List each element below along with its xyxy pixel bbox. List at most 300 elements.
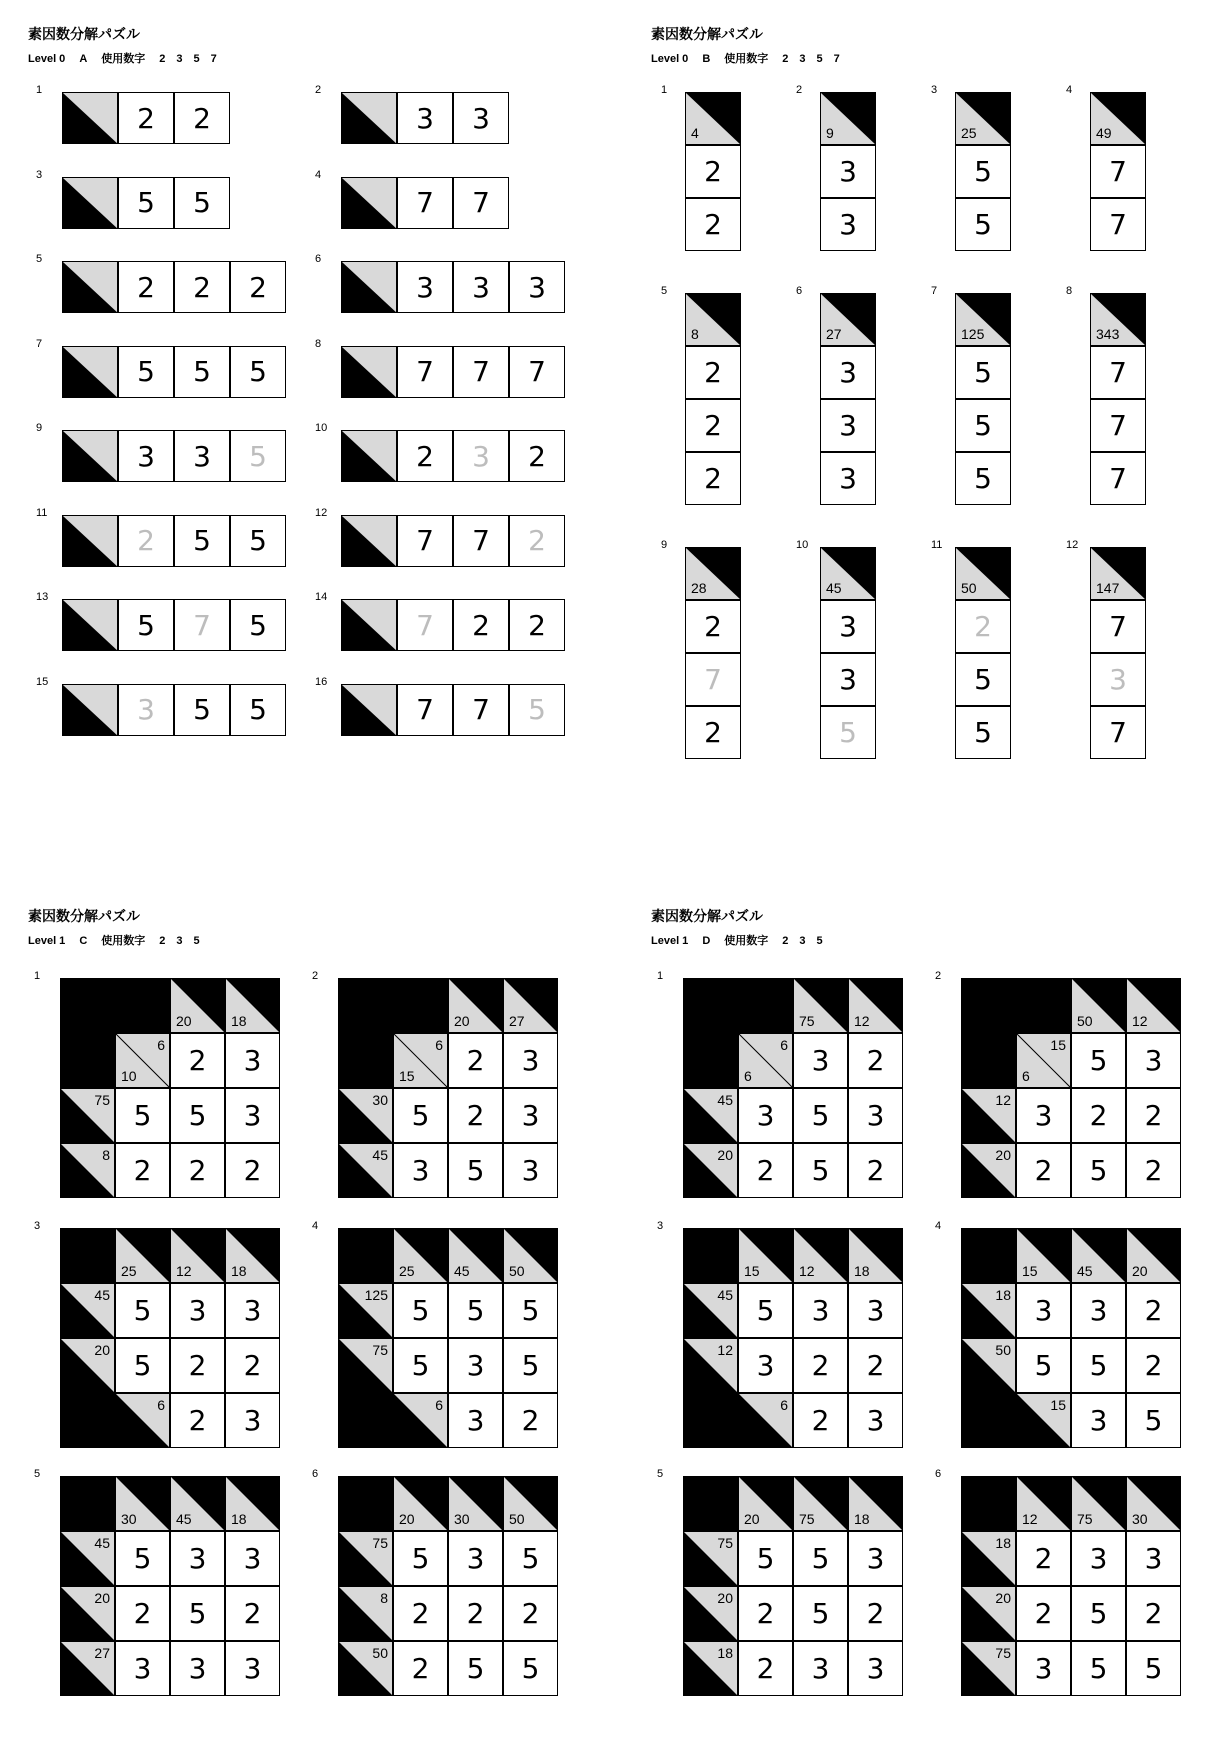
- clue-cell: [115, 1033, 170, 1088]
- clue-down-number: 9: [826, 125, 834, 141]
- clue-cell: [115, 1476, 170, 1531]
- answer-cell: 3: [820, 145, 876, 198]
- clue-right-number: 75: [372, 1535, 388, 1551]
- clue-cell: [848, 1228, 903, 1283]
- puzzle-number: 14: [315, 591, 328, 603]
- answer-cell: 3: [820, 653, 876, 706]
- digit: 5: [193, 935, 200, 947]
- clue-cell: [793, 978, 848, 1033]
- clue-right-number: 45: [717, 1287, 733, 1303]
- digit: 2: [159, 935, 166, 947]
- clue-right-number: 6: [157, 1397, 165, 1413]
- digits-label: 使用数字: [101, 53, 146, 65]
- answer-cell: 5: [230, 515, 286, 567]
- clue-cell: [393, 1033, 448, 1088]
- clue-cell: [60, 1338, 115, 1393]
- answer-cell: 5: [115, 1531, 170, 1586]
- clue-shading: [63, 685, 118, 736]
- clue-down-number: 6: [1022, 1068, 1030, 1084]
- answer-cell: 5: [230, 346, 286, 398]
- clue-down-number: 12: [176, 1263, 192, 1279]
- clue-shading: [63, 262, 118, 313]
- level-label: Level 1: [28, 935, 66, 947]
- answer-cell: 2: [448, 1586, 503, 1641]
- clue-down-number: 147: [1096, 580, 1120, 596]
- answer-cell: 2: [685, 452, 741, 505]
- clue-cell: [170, 1476, 225, 1531]
- sheet-title: 素因数分解パズル: [28, 26, 140, 42]
- clue-cell: [685, 293, 741, 346]
- digit: 7: [210, 53, 217, 65]
- digit: 2: [782, 53, 789, 65]
- answer-cell: 5: [793, 1531, 848, 1586]
- answer-cell: 5: [118, 346, 174, 398]
- answer-cell: 2: [230, 261, 286, 313]
- answer-cell: 5: [1071, 1641, 1126, 1696]
- clue-cell: [60, 1088, 115, 1143]
- puzzle-number: 2: [935, 970, 942, 982]
- puzzle-number: 7: [36, 337, 43, 350]
- clue-right-number: 12: [995, 1092, 1011, 1108]
- answer-cell: 2: [738, 1641, 793, 1696]
- puzzle-number: 1: [36, 84, 43, 96]
- answer-cell: 2: [1126, 1088, 1181, 1143]
- answer-cell: 7: [397, 177, 453, 229]
- clue-cell: [62, 599, 118, 651]
- answer-cell: 7: [1090, 346, 1146, 399]
- clue-down-number: 75: [799, 1511, 815, 1527]
- clue-right-number: 75: [94, 1092, 110, 1108]
- variant-label: B: [702, 53, 711, 65]
- answer-cell: 5: [230, 430, 286, 482]
- answer-cell: 5: [115, 1283, 170, 1338]
- clue-cell: [793, 1228, 848, 1283]
- answer-cell: 2: [848, 1338, 903, 1393]
- answer-cell: 2: [115, 1143, 170, 1198]
- clue-cell: [683, 1088, 738, 1143]
- clue-down-number: 49: [1096, 125, 1112, 141]
- clue-cell: [1016, 1393, 1071, 1448]
- puzzle-number: 10: [315, 422, 328, 434]
- answer-cell: 3: [503, 1088, 558, 1143]
- digit: 5: [193, 53, 200, 65]
- answer-cell: 5: [793, 1143, 848, 1198]
- answer-cell: 2: [685, 198, 741, 251]
- answer-cell: 3: [1071, 1393, 1126, 1448]
- clue-cell: [60, 1143, 115, 1198]
- answer-cell: 3: [225, 1088, 280, 1143]
- answer-cell: 5: [174, 177, 230, 229]
- clue-cell: [62, 177, 118, 229]
- answer-cell: 7: [685, 653, 741, 706]
- clue-right-number: 50: [372, 1645, 388, 1661]
- answer-cell: 3: [170, 1283, 225, 1338]
- level-label: Level 1: [651, 935, 689, 947]
- answer-cell: 3: [1071, 1531, 1126, 1586]
- digit: 7: [833, 53, 840, 65]
- answer-cell: 5: [448, 1641, 503, 1696]
- answer-cell: 3: [1071, 1283, 1126, 1338]
- answer-cell: 2: [1126, 1586, 1181, 1641]
- level-label: Level 0: [651, 53, 689, 65]
- clue-right-number: 6: [780, 1397, 788, 1413]
- puzzle-number: 9: [661, 539, 668, 551]
- clue-down-number: 18: [854, 1511, 870, 1527]
- clue-cell: [62, 261, 118, 313]
- puzzle-number: 2: [796, 84, 803, 96]
- clue-shading: [342, 262, 397, 313]
- answer-cell: 2: [170, 1143, 225, 1198]
- clue-cell: [738, 1033, 793, 1088]
- clue-right-number: 27: [94, 1645, 110, 1661]
- clue-cell: [341, 430, 397, 482]
- answer-cell: 3: [397, 92, 453, 144]
- answer-cell: 2: [225, 1143, 280, 1198]
- clue-cell: [961, 1088, 1016, 1143]
- clue-right-number: 20: [717, 1147, 733, 1163]
- clue-cell: [60, 1641, 115, 1696]
- answer-cell: 3: [1016, 1641, 1071, 1696]
- clue-cell: [503, 978, 558, 1033]
- clue-right-number: 45: [372, 1147, 388, 1163]
- clue-down-number: 18: [231, 1263, 247, 1279]
- answer-cell: 7: [397, 346, 453, 398]
- answer-cell: 2: [738, 1143, 793, 1198]
- clue-down-number: 75: [799, 1013, 815, 1029]
- answer-cell: 3: [453, 430, 509, 482]
- clue-cell: [338, 1143, 393, 1198]
- clue-down-number: 15: [399, 1068, 415, 1084]
- digit: 5: [816, 935, 823, 947]
- puzzle-number: 10: [796, 539, 809, 551]
- clue-cell: [961, 1531, 1016, 1586]
- clue-right-number: 50: [995, 1342, 1011, 1358]
- answer-cell: 5: [955, 346, 1011, 399]
- clue-down-number: 18: [854, 1263, 870, 1279]
- level-label: Level 0: [28, 53, 66, 65]
- clue-down-number: 12: [1022, 1511, 1038, 1527]
- clue-cell: [60, 1586, 115, 1641]
- clue-cell: [961, 1143, 1016, 1198]
- answer-cell: 5: [1126, 1641, 1181, 1696]
- puzzle-number: 11: [36, 506, 48, 519]
- answer-cell: 2: [509, 515, 565, 567]
- variant-label: A: [79, 53, 88, 65]
- clue-down-number: 25: [961, 125, 977, 141]
- answer-cell: 3: [170, 1641, 225, 1696]
- digits-list: [782, 935, 833, 947]
- clue-right-number: 8: [102, 1147, 110, 1163]
- answer-cell: 5: [1071, 1338, 1126, 1393]
- answer-cell: 2: [1016, 1143, 1071, 1198]
- clue-down-number: 75: [1077, 1511, 1093, 1527]
- puzzle-number: 2: [315, 84, 322, 96]
- answer-cell: 2: [118, 261, 174, 313]
- answer-cell: 3: [848, 1088, 903, 1143]
- clue-cell: [1126, 978, 1181, 1033]
- puzzle-number: 3: [36, 168, 43, 181]
- clue-right-number: 15: [1050, 1397, 1066, 1413]
- answer-cell: 3: [820, 198, 876, 251]
- clue-right-number: 6: [435, 1397, 443, 1413]
- puzzle-number: 16: [315, 675, 328, 688]
- answer-cell: 2: [685, 145, 741, 198]
- clue-cell: [1126, 1228, 1181, 1283]
- sheet-title: 素因数分解パズル: [651, 26, 763, 42]
- digit: 3: [176, 935, 183, 947]
- clue-down-number: 4: [691, 125, 699, 141]
- answer-cell: 5: [793, 1088, 848, 1143]
- puzzle-number: 5: [34, 1468, 41, 1480]
- clue-right-number: 75: [372, 1342, 388, 1358]
- digits-list: [159, 53, 228, 65]
- clue-cell: [793, 1476, 848, 1531]
- answer-cell: 3: [820, 600, 876, 653]
- answer-cell: 2: [448, 1033, 503, 1088]
- answer-cell: 2: [225, 1586, 280, 1641]
- clue-down-number: 343: [1096, 326, 1120, 342]
- answer-cell: 5: [174, 684, 230, 736]
- clue-cell: [503, 1228, 558, 1283]
- answer-cell: 3: [453, 92, 509, 144]
- clue-down-number: 30: [121, 1511, 137, 1527]
- answer-cell: 7: [453, 346, 509, 398]
- answer-cell: 5: [170, 1088, 225, 1143]
- puzzle-number: 5: [36, 253, 43, 265]
- puzzle-number: 15: [36, 675, 49, 688]
- clue-cell: [683, 1586, 738, 1641]
- answer-cell: 3: [1090, 653, 1146, 706]
- clue-cell: [848, 1476, 903, 1531]
- clue-down-number: 15: [744, 1263, 760, 1279]
- clue-right-number: 20: [995, 1147, 1011, 1163]
- answer-cell: 2: [1071, 1088, 1126, 1143]
- answer-cell: 7: [453, 177, 509, 229]
- clue-right-number: 20: [94, 1590, 110, 1606]
- clue-cell: [341, 177, 397, 229]
- answer-cell: 3: [448, 1338, 503, 1393]
- puzzle-number: 4: [312, 1220, 319, 1232]
- answer-cell: 5: [448, 1143, 503, 1198]
- digits-label: 使用数字: [724, 935, 769, 947]
- answer-cell: 5: [118, 599, 174, 651]
- clue-shading: [342, 178, 397, 229]
- answer-cell: 3: [848, 1283, 903, 1338]
- answer-cell: 3: [448, 1393, 503, 1448]
- sheet-subtitle: [651, 50, 851, 66]
- clue-down-number: 45: [176, 1511, 192, 1527]
- digits-list: [159, 935, 210, 947]
- answer-cell: 2: [685, 706, 741, 759]
- answer-cell: 5: [1071, 1143, 1126, 1198]
- clue-down-number: 20: [1132, 1263, 1148, 1279]
- clue-down-number: 20: [176, 1013, 192, 1029]
- answer-cell: 3: [820, 346, 876, 399]
- answer-cell: 2: [1126, 1283, 1181, 1338]
- digits-label: 使用数字: [101, 935, 146, 947]
- clue-down-number: 45: [454, 1263, 470, 1279]
- clue-right-number: 45: [94, 1287, 110, 1303]
- answer-cell: 3: [448, 1531, 503, 1586]
- digit: 2: [782, 935, 789, 947]
- clue-cell: [393, 1476, 448, 1531]
- clue-cell: [503, 1476, 558, 1531]
- clue-cell: [685, 92, 741, 145]
- clue-shading: [63, 178, 118, 229]
- variant-label: C: [79, 935, 88, 947]
- clue-down-number: 125: [961, 326, 985, 342]
- clue-down-number: 50: [961, 580, 977, 596]
- clue-cell: [170, 1228, 225, 1283]
- puzzle-number: 6: [312, 1468, 319, 1480]
- clue-cell: [1126, 1476, 1181, 1531]
- clue-cell: [115, 1228, 170, 1283]
- answer-cell: 2: [1126, 1143, 1181, 1198]
- answer-cell: 3: [115, 1641, 170, 1696]
- clue-cell: [225, 1476, 280, 1531]
- clue-down-number: 27: [509, 1013, 525, 1029]
- clue-cell: [60, 1531, 115, 1586]
- puzzle-number: 4: [315, 168, 322, 181]
- answer-cell: 5: [230, 684, 286, 736]
- answer-cell: 5: [793, 1586, 848, 1641]
- clue-cell: [338, 1586, 393, 1641]
- answer-cell: 2: [685, 600, 741, 653]
- digits-label: 使用数字: [724, 53, 769, 65]
- answer-cell: 5: [393, 1531, 448, 1586]
- clue-cell: [683, 1338, 738, 1393]
- sheet-subtitle: [651, 932, 834, 948]
- answer-cell: 7: [1090, 600, 1146, 653]
- answer-cell: 5: [738, 1531, 793, 1586]
- clue-down-number: 10: [121, 1068, 137, 1084]
- clue-down-number: 20: [454, 1013, 470, 1029]
- answer-cell: 3: [1016, 1088, 1071, 1143]
- clue-down-number: 50: [509, 1511, 525, 1527]
- clue-shading: [342, 600, 397, 651]
- answer-cell: 5: [170, 1586, 225, 1641]
- puzzle-number: 4: [935, 1220, 942, 1232]
- answer-cell: 5: [503, 1531, 558, 1586]
- digit: 3: [799, 53, 806, 65]
- answer-cell: 5: [174, 346, 230, 398]
- answer-cell: 3: [225, 1531, 280, 1586]
- puzzle-number: 11: [931, 539, 943, 551]
- puzzle-number: 12: [315, 506, 328, 519]
- clue-down-number: 30: [454, 1511, 470, 1527]
- clue-cell: [62, 684, 118, 736]
- clue-down-number: 18: [231, 1511, 247, 1527]
- clue-shading: [342, 431, 397, 482]
- answer-cell: 5: [393, 1088, 448, 1143]
- clue-right-number: 8: [380, 1590, 388, 1606]
- sheet-subtitle: [28, 932, 211, 948]
- answer-cell: 2: [793, 1393, 848, 1448]
- answer-cell: 2: [448, 1088, 503, 1143]
- answer-cell: 2: [170, 1338, 225, 1393]
- answer-cell: 5: [503, 1338, 558, 1393]
- clue-cell: [738, 1393, 793, 1448]
- answer-cell: 2: [1016, 1586, 1071, 1641]
- clue-right-number: 6: [157, 1037, 165, 1053]
- clue-down-number: 20: [399, 1511, 415, 1527]
- answer-cell: 5: [738, 1283, 793, 1338]
- clue-right-number: 15: [1050, 1037, 1066, 1053]
- puzzle-number: 5: [661, 285, 668, 297]
- answer-cell: 5: [1126, 1393, 1181, 1448]
- clue-down-number: 12: [1132, 1013, 1148, 1029]
- answer-cell: 2: [393, 1641, 448, 1696]
- clue-down-number: 25: [121, 1263, 137, 1279]
- clue-cell: [338, 1338, 393, 1393]
- answer-cell: 5: [115, 1088, 170, 1143]
- answer-cell: 2: [509, 430, 565, 482]
- clue-down-number: 18: [231, 1013, 247, 1029]
- clue-cell: [225, 1228, 280, 1283]
- answer-cell: 2: [453, 599, 509, 651]
- clue-cell: [338, 1641, 393, 1696]
- puzzle-number: 7: [931, 285, 938, 297]
- answer-cell: 5: [118, 177, 174, 229]
- sheet-title: 素因数分解パズル: [28, 908, 140, 924]
- clue-cell: [341, 346, 397, 398]
- answer-cell: 3: [509, 261, 565, 313]
- clue-cell: [820, 293, 876, 346]
- answer-cell: 3: [118, 684, 174, 736]
- answer-cell: 3: [848, 1641, 903, 1696]
- clue-right-number: 75: [717, 1535, 733, 1551]
- answer-cell: 5: [955, 145, 1011, 198]
- clue-down-number: 6: [744, 1068, 752, 1084]
- clue-down-number: 45: [826, 580, 842, 596]
- answer-cell: 5: [955, 198, 1011, 251]
- clue-down-number: 15: [1022, 1263, 1038, 1279]
- answer-cell: 2: [685, 346, 741, 399]
- puzzle-number: 1: [661, 84, 668, 96]
- clue-cell: [683, 1531, 738, 1586]
- answer-cell: 5: [955, 452, 1011, 505]
- answer-cell: 5: [230, 599, 286, 651]
- clue-cell: [60, 1283, 115, 1338]
- answer-cell: 3: [225, 1283, 280, 1338]
- clue-cell: [738, 1228, 793, 1283]
- answer-cell: 2: [170, 1033, 225, 1088]
- clue-down-number: 20: [744, 1511, 760, 1527]
- answer-cell: 2: [848, 1143, 903, 1198]
- clue-cell: [848, 978, 903, 1033]
- clue-shading: [63, 600, 118, 651]
- clue-cell: [683, 1283, 738, 1338]
- answer-cell: 3: [1016, 1283, 1071, 1338]
- puzzle-number: 6: [935, 1468, 942, 1480]
- digit: 3: [799, 935, 806, 947]
- answer-cell: 2: [503, 1586, 558, 1641]
- answer-cell: 3: [397, 261, 453, 313]
- clue-down-number: 30: [1132, 1511, 1148, 1527]
- answer-cell: 2: [118, 515, 174, 567]
- clue-cell: [1071, 1476, 1126, 1531]
- clue-cell: [955, 293, 1011, 346]
- puzzle-number: 2: [312, 970, 319, 982]
- clue-cell: [685, 547, 741, 600]
- clue-cell: [393, 1228, 448, 1283]
- answer-cell: 7: [397, 515, 453, 567]
- clue-right-number: 20: [94, 1342, 110, 1358]
- answer-cell: 2: [115, 1586, 170, 1641]
- puzzle-number: 13: [36, 591, 49, 603]
- clue-cell: [225, 978, 280, 1033]
- answer-cell: 3: [738, 1088, 793, 1143]
